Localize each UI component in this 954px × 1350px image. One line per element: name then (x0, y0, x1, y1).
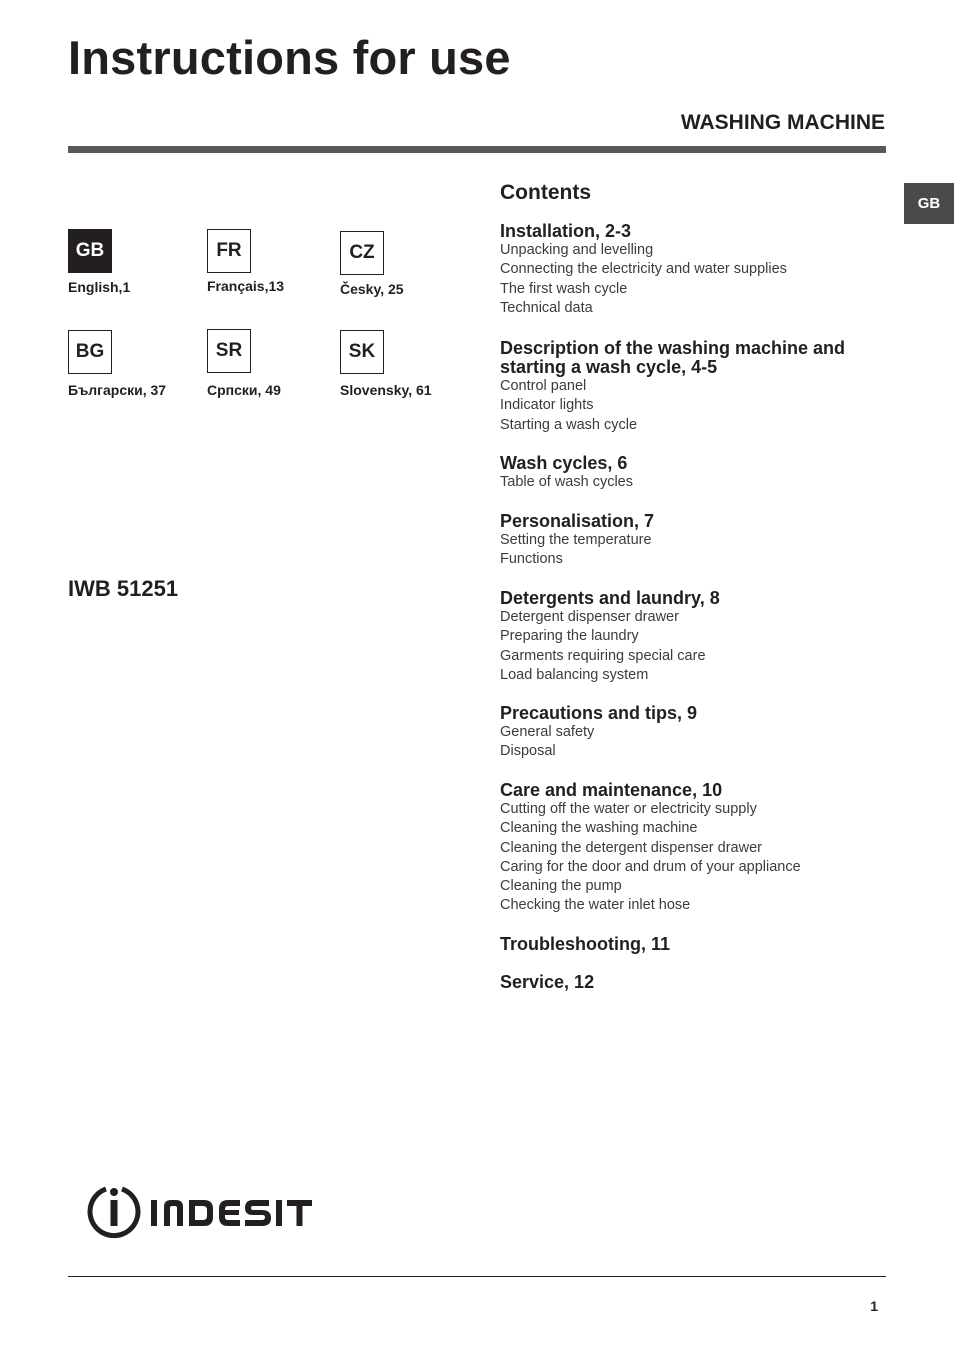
toc-section-care (500, 781, 900, 916)
toc-section-title[interactable]: Precautions and tips, 9 (500, 703, 698, 723)
toc-section-personalisation (500, 512, 900, 570)
language-code-box: BG (68, 330, 112, 374)
toc-section-detergents (500, 589, 900, 685)
page-title: Instructions for use (68, 31, 511, 84)
toc-section-precautions (500, 704, 900, 762)
indesit-logo (84, 1183, 316, 1243)
toc-section-title[interactable]: Service, 12 (500, 972, 595, 992)
toc-section-title[interactable]: Installation, 2-3 (500, 221, 632, 241)
toc-item[interactable]: Checking the water inlet hose (500, 897, 691, 914)
language-code-box: SK (340, 330, 384, 374)
toc-item[interactable]: Connecting the electricity and water supplies (500, 261, 787, 278)
language-code-box: GB (68, 229, 112, 273)
language-item-sr[interactable] (207, 329, 281, 398)
toc-section-installation (500, 222, 900, 318)
toc-item[interactable]: General safety (500, 724, 595, 740)
language-label: Български, 37 (68, 382, 167, 398)
model-number: IWB 51251 (68, 576, 179, 601)
toc-section-title[interactable]: Troubleshooting, 11 (500, 934, 671, 954)
toc-section-title[interactable]: Description of the washing machine and starting a wash cycle, 4-5 (500, 338, 846, 377)
toc-item[interactable]: Unpacking and levelling (500, 242, 654, 258)
toc-item[interactable]: Garments requiring special care (500, 647, 706, 664)
footer-divider (68, 1276, 886, 1277)
language-label: Српски, 49 (207, 382, 281, 398)
toc-item[interactable]: Starting a wash cycle (500, 416, 638, 433)
page-number: 1 (870, 1298, 878, 1314)
toc-section-title[interactable]: Wash cycles, 6 (500, 453, 628, 473)
language-item-bg[interactable] (68, 330, 166, 398)
language-label: English,1 (68, 279, 131, 295)
language-item-fr[interactable] (207, 229, 284, 294)
toc-section-title[interactable]: Detergents and laundry, 8 (500, 588, 720, 608)
toc-item[interactable]: Functions (500, 551, 563, 568)
language-code-box: SR (207, 329, 251, 373)
language-code-box: CZ (340, 231, 384, 275)
toc-item[interactable]: Cleaning the pump (500, 878, 622, 895)
toc-item[interactable]: Setting the temperature (500, 532, 652, 548)
toc-item[interactable]: Indicator lights (500, 397, 594, 414)
indesit-i-logo-icon (90, 1188, 138, 1236)
toc-section-title[interactable]: Personalisation, 7 (500, 511, 655, 531)
toc-section-description (500, 339, 900, 435)
language-side-tab: GB (904, 183, 954, 224)
toc-item[interactable]: Caring for the door and drum of your appliance (500, 858, 801, 875)
toc-item[interactable]: Table of wash cycles (500, 474, 633, 490)
toc-item[interactable]: Disposal (500, 743, 556, 760)
toc-item[interactable]: Control panel (500, 378, 587, 394)
language-item-cz[interactable] (340, 231, 404, 297)
toc-item[interactable]: Technical data (500, 299, 593, 316)
toc-item[interactable]: Cleaning the washing machine (500, 820, 698, 837)
header-divider (68, 146, 886, 153)
toc-section-troubleshooting (500, 935, 900, 954)
toc-section-wash-cycles (500, 454, 900, 492)
language-item-gb[interactable] (68, 229, 130, 295)
toc-item[interactable]: The first wash cycle (500, 280, 628, 297)
language-item-sk[interactable] (340, 330, 432, 398)
toc-section-service (500, 973, 900, 992)
language-label: Français,13 (207, 278, 285, 294)
contents-heading: Contents (500, 181, 591, 204)
toc-item[interactable]: Load balancing system (500, 666, 649, 683)
toc-item[interactable]: Detergent dispenser drawer (500, 609, 679, 625)
toc-section-title[interactable]: Care and maintenance, 10 (500, 780, 723, 800)
language-label: Slovensky, 61 (340, 382, 432, 398)
language-label: Česky, 25 (340, 281, 404, 297)
toc-item[interactable]: Cleaning the detergent dispenser drawer (500, 839, 762, 856)
toc-item[interactable]: Cutting off the water or electricity supply (500, 801, 757, 817)
product-type-heading: WASHING MACHINE (680, 111, 885, 134)
toc-item[interactable]: Preparing the laundry (500, 628, 639, 645)
language-code-box: FR (207, 229, 251, 273)
